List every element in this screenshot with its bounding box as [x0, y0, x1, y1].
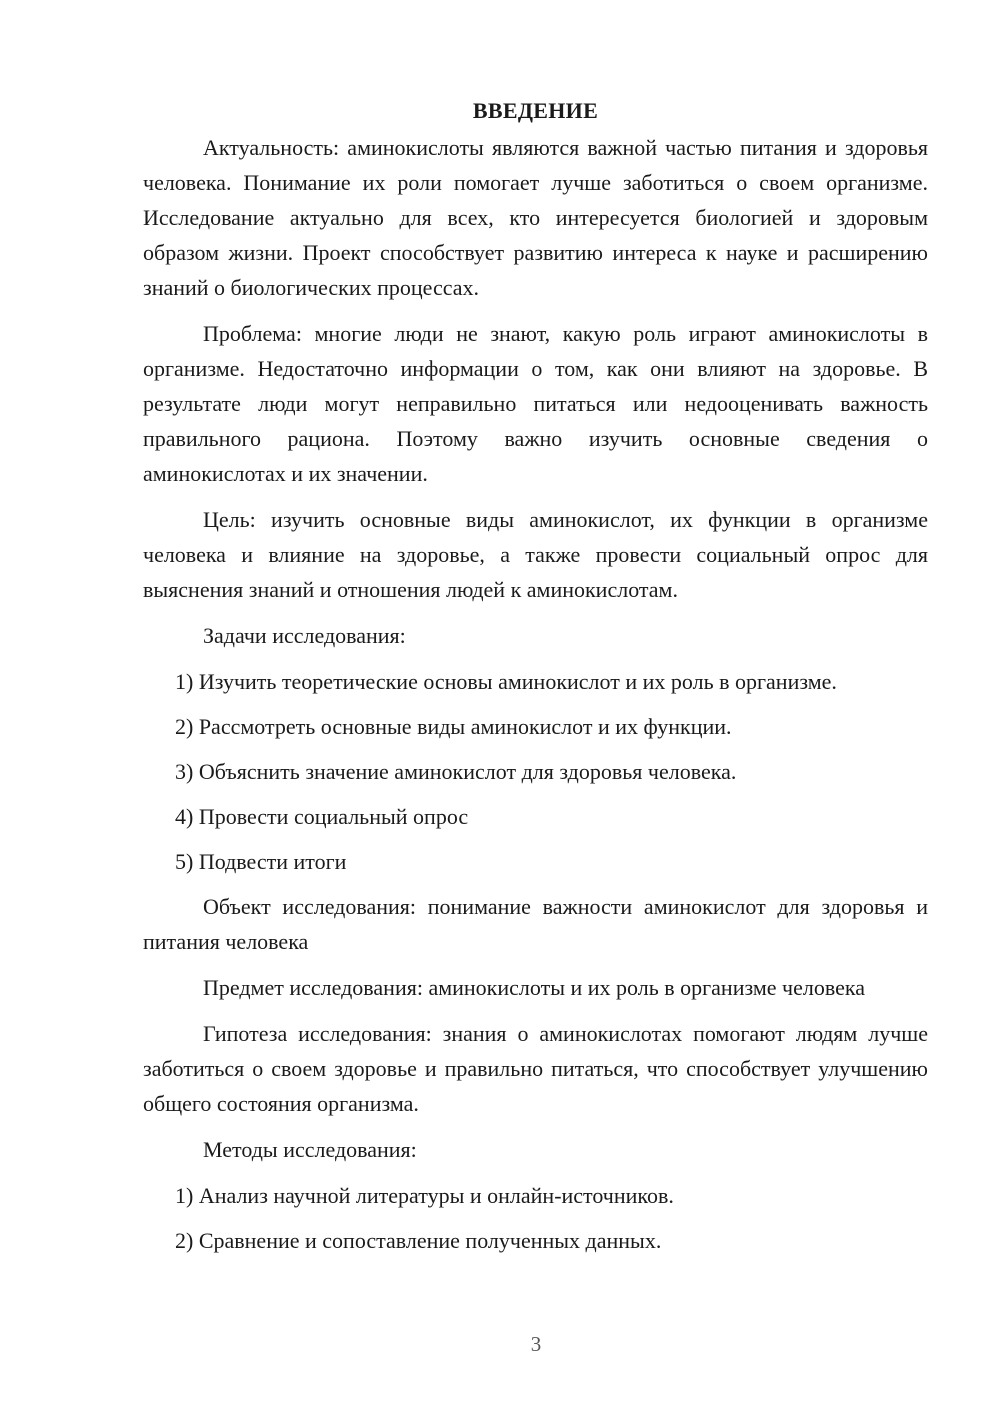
task-item: 4) Провести социальный опрос [175, 804, 469, 829]
methods-heading: Методы исследования: [203, 1137, 417, 1162]
tasks-heading: Задачи исследования: [203, 623, 406, 648]
subject-paragraph: Предмет исследования: аминокислоты и их роль в организме человека [203, 975, 865, 1000]
document-page [143, 96, 928, 1268]
relevance-paragraph: Актуальность: аминокислоты являются важной частью питания и здоровья человека. Понимание их роли помогает лучше заботиться о своем организме. Исследование актуально для всех, кто интересуется биологией и здоровым образом жизни. Проект способствует развитию интереса к науке и расширению знаний о биологических процессах. [143, 135, 928, 300]
method-item: 2) Сравнение и сопоставление полученных данных. [175, 1228, 662, 1253]
task-item: 3) Объяснить значение аминокислот для здоровья человека. [175, 759, 737, 784]
task-item: 1) Изучить теоретические основы аминокислот и их роль в организме. [175, 669, 837, 694]
task-item: 5) Подвести итоги [175, 849, 347, 874]
section-title: ВВЕДЕНИЕ [472, 98, 599, 123]
page-number: 3 [530, 1332, 542, 1356]
object-paragraph: Объект исследования: понимание важности аминокислот для здоровья и питания человека [143, 894, 928, 954]
task-item: 2) Рассмотреть основные виды аминокислот и их функции. [175, 714, 732, 739]
method-item: 1) Анализ научной литературы и онлайн-источников. [175, 1183, 674, 1208]
hypothesis-paragraph: Гипотеза исследования: знания о аминокислотах помогают людям лучше заботиться о своем здоровье и правильно питаться, что способствует улучшению общего состояния организма. [143, 1021, 928, 1116]
goal-paragraph: Цель: изучить основные виды аминокислот, их функции в организме человека и влияние на здоровье, а также провести социальный опрос для выяснения знаний и отношения людей к аминокислотам. [143, 507, 928, 602]
problem-paragraph: Проблема: многие люди не знают, какую роль играют аминокислоты в организме. Недостаточно информации о том, как они влияют на здоровье. В результате люди могут неправильно питаться или недооценивать важность правильного рациона. Поэтому важно изучить основные сведения о аминокислотах и их значении. [143, 321, 928, 486]
